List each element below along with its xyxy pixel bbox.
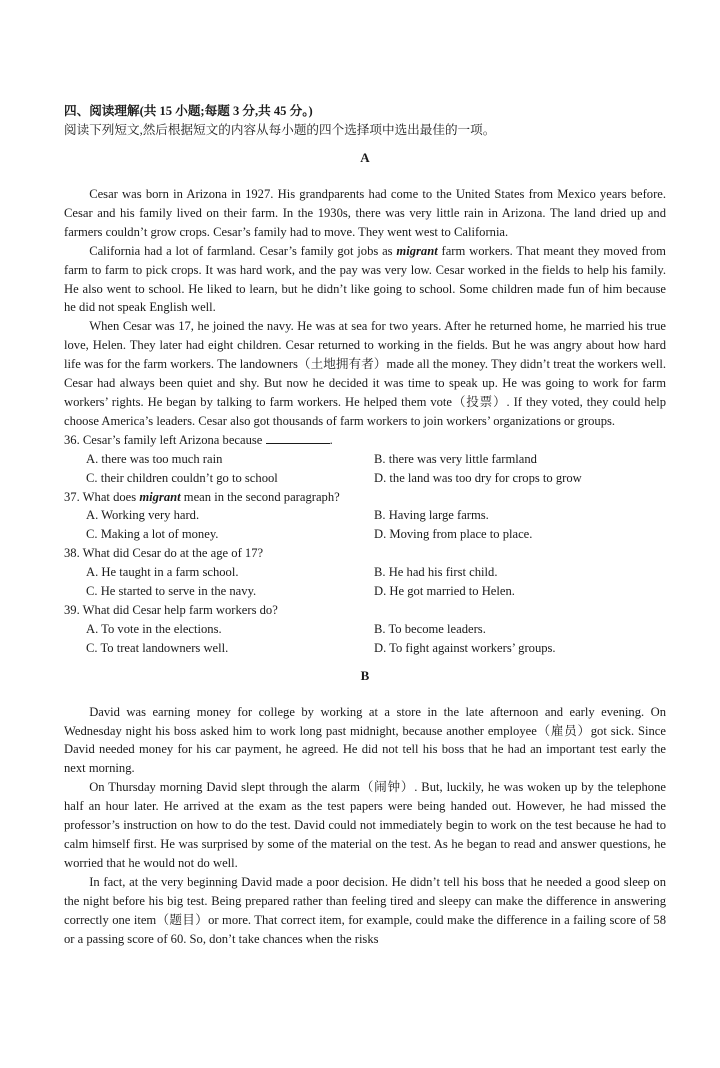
option-c: C. Making a lot of money. [86, 527, 219, 542]
option-b: B. He had his first child. [374, 565, 498, 580]
option-d: D. the land was too dry for crops to grow [374, 470, 582, 485]
answer-blank [266, 432, 330, 444]
option-a: A. there was too much rain [86, 451, 223, 466]
option-c: C. He started to serve in the navy. [86, 584, 257, 599]
passage-b-paragraph-3: In fact, at the very beginning David made a poor decision. He didn’t tell his boss that he needed a good sleep on the night before his big test. Being prepared rather than feeling tired and sleepy can make the difference in answering correctly one item（题目）or more. That correct item, for example, could make the difference in a failing score of 58 or a passing score of 60. So, don’t take chances when the risks [64, 874, 666, 946]
option-a: A. To vote in the elections. [86, 621, 222, 636]
option-row [64, 450, 666, 469]
passage-a-letter: A [360, 150, 370, 165]
option-a: A. He taught in a farm school. [86, 565, 239, 580]
section-instruction: 阅读下列短文,然后根据短文的内容从每小题的四个选择项中选出最佳的一项。 [64, 123, 496, 137]
option-a: A. Working very hard. [86, 508, 200, 523]
passage-a-paragraph-1: Cesar was born in Arizona in 1927. His grandparents had come to the United States from Mexico years before. Cesar and his family lived on their farm. In the 1930s, there was very little rain in Arizona. The land dried up and farmers couldn’t grow crops. Cesar’s family had to move. They went west to California. [64, 187, 666, 239]
section-heading: 四、阅读理解(共 15 小题;每题 3 分,共 45 分。) [64, 104, 313, 118]
passage-a-paragraph-3: When Cesar was 17, he joined the navy. He was at sea for two years. After he returned home, he married his true love, Helen. They later had eight children. Cesar returned to working in the fields. But he was angry about how hard life was for the farm workers. The landowners（土地拥有者）made all the money. They didn’t treat the workers well. Cesar had always been quiet and shy. But now he decided it was time to speak up. He was going to work for farm workers’ rights. He began by talking to farm workers. He helped them vote（投票）. If they voted, they could help choose America’s leaders. Cesar also got thousands of farm workers to join workers’ organizations or groups. [64, 319, 666, 428]
option-row [64, 563, 666, 582]
option-row [64, 639, 666, 658]
option-row [64, 506, 666, 525]
paragraph-2-start: California had a lot of farmland. Cesar’s family got jobs as [89, 243, 397, 258]
passage-b-paragraph-1: David was earning money for college by working at a store in the late afternoon and early evening. On Wednesday night his boss asked him to work long past midnight, because another employee（雇员）got sick. Since David needed money for his car payment, he agreed. He did not tell his boss that he had an important test early the next morning. [64, 704, 666, 776]
paragraph-2-rest: farm workers. That meant they moved from farm to farm to pick crops. It was hard work, and the pay was very low. Cesar worked in the fields to help his family. He also went to school. He liked to learn, but he didn’t like going to school. Some children made fun of him because he did not speak English well. [64, 243, 666, 315]
question-38 [64, 544, 666, 601]
option-d: D. He got married to Helen. [374, 584, 515, 599]
question-39 [64, 601, 666, 658]
option-row [64, 620, 666, 639]
question-38-stem: 38. What did Cesar do at the age of 17? [64, 546, 264, 561]
question-37-stem-end: mean in the second paragraph? [180, 489, 340, 504]
passage-b-letter: B [360, 667, 370, 683]
option-b: B. there was very little farmland [374, 451, 537, 466]
question-stem [64, 431, 666, 450]
option-c: C. To treat landowners well. [86, 640, 229, 655]
question-stem [64, 488, 666, 507]
option-b: B. To become leaders. [374, 621, 486, 636]
option-row [64, 582, 666, 601]
passage-a-paragraph-2 [64, 242, 666, 318]
migrant-emphasis: migrant [396, 243, 438, 258]
question-36 [64, 431, 666, 488]
option-c: C. their children couldn’t go to school [86, 470, 278, 485]
question-39-stem: 39. What did Cesar help farm workers do? [64, 602, 278, 617]
question-36-stem-end: . [329, 432, 333, 447]
option-b: B. Having large farms. [374, 508, 489, 523]
option-row [64, 525, 666, 544]
option-d: D. To fight against workers’ groups. [374, 640, 556, 655]
question-37 [64, 488, 666, 545]
option-d: D. Moving from place to place. [374, 527, 533, 542]
passage-b-paragraph-2: On Thursday morning David slept through the alarm（闹钟）. But, luckily, he was woken up by the telephone half an hour later. He arrived at the exam as the test papers were being handed out. However, he had missed the professor’s instruction on how to do the test. David could not immediately begin to work on the test because he had to calm himself first. He was surprised by some of the material on the test. As he began to read and answer questions, he worried that he would not do well. [64, 780, 666, 870]
option-row [64, 469, 666, 488]
question-37-stem-start: 37. What does [64, 489, 140, 504]
question-37-emphasis: migrant [139, 489, 181, 504]
question-36-stem: 36. Cesar’s family left Arizona because [64, 432, 263, 447]
